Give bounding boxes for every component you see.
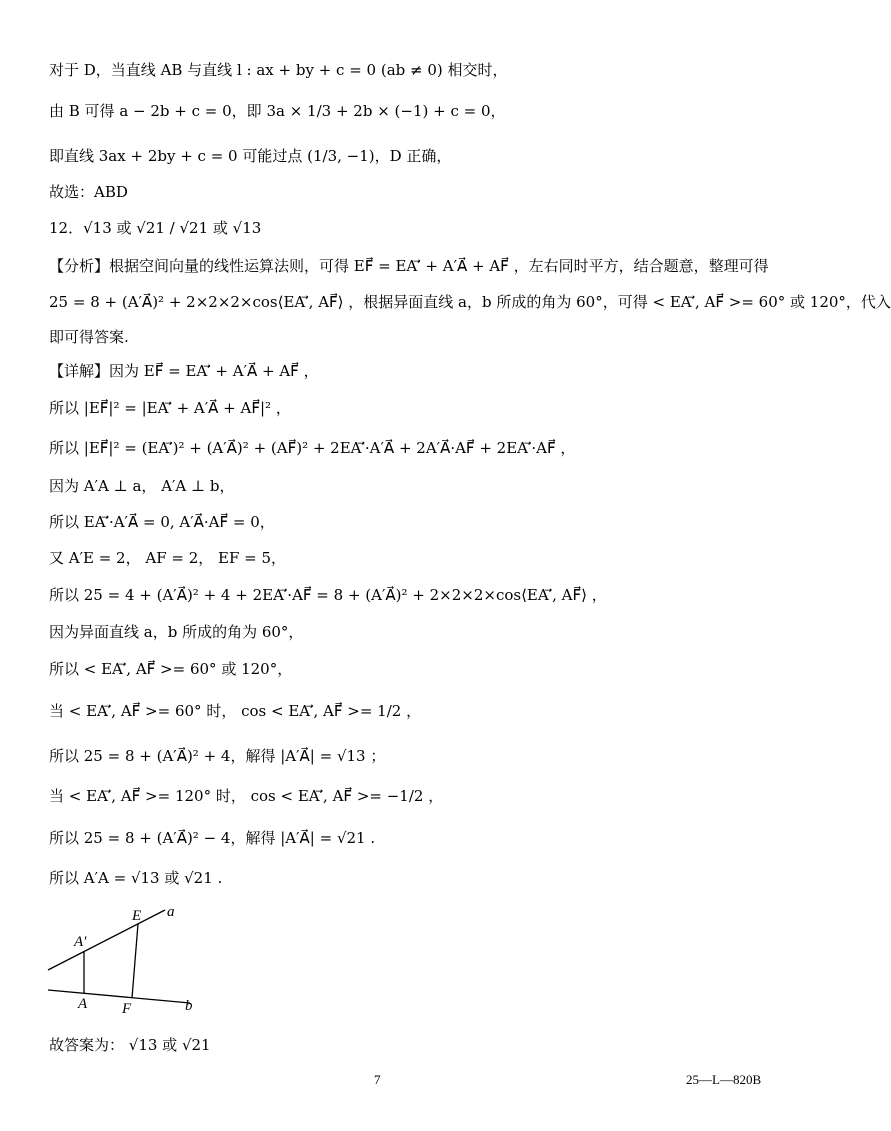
detail-line-10: 当 < EA′⃗, AF⃗ >= 60° 时， cos < EA′⃗, AF⃗ >= 1/2 ， [49,702,422,720]
label-b: b [185,998,193,1014]
label-A-prime: A′ [74,934,87,950]
label-F: F [122,1001,132,1017]
detail-line-11: 所以 25 = 8 + (A′A⃗)² + 4，解得 |A′A⃗| = √13 ； [49,747,386,765]
label-E: E [132,908,142,924]
text-line-2: 由 B 可得 a − 2b + c = 0，即 3a × 1/3 + 2b × (−1) + c = 0， [49,102,506,120]
detail-line-6: 又 A′E = 2， AF = 2， EF = 5， [49,549,287,567]
analysis-line-2: 25 = 8 + (A′A⃗)² + 2×2×2×cos⟨EA′⃗, AF⃗⟩ ，根据异面直线 a，b 所成的角为 60°，可得 < EA′⃗, AF⃗ >= 60° 或 120°，代入 [49,293,891,311]
document-code: 25—L—820B [686,1072,762,1087]
detail-line-5: 所以 EA′⃗·A′A⃗ = 0, A′A⃗·AF⃗ = 0， [49,513,275,531]
line-a [48,910,165,970]
label-A: A [78,996,88,1012]
detail-line-9: 所以 < EA′⃗, AF⃗ >= 60° 或 120°， [49,660,293,678]
skew-lines-figure [40,900,220,1025]
page-number: 7 [374,1072,381,1087]
text-line-3: 即直线 3ax + 2by + c = 0 可能过点 (1/3, −1)，D 正确， [49,147,452,165]
detail-line-13: 所以 25 = 8 + (A′A⃗)² − 4，解得 |A′A⃗| = √21 . [49,829,376,847]
segment-E-F [132,924,138,998]
analysis-line-1: 【分析】根据空间向量的线性运算法则，可得 EF⃗ = EA′⃗ + A′A⃗ + AF⃗ ，左右同时平方，结合题意，整理可得 [49,257,769,275]
detail-line-8: 因为异面直线 a，b 所成的角为 60°， [49,623,304,641]
final-answer-line: 故答案为： √13 或 √21 [49,1036,211,1054]
detail-line-3: 所以 |EF⃗|² = (EA′⃗)² + (A′A⃗)² + (AF⃗)² + 2EA′⃗·A′A⃗ + 2A′A⃗·AF⃗ + 2EA′⃗·AF⃗ ， [49,439,576,457]
text-line-4: 故选：ABD [49,183,128,201]
detail-line-12: 当 < EA′⃗, AF⃗ >= 120° 时， cos < EA′⃗, AF⃗ >= −1/2 ， [49,787,444,805]
label-a: a [167,904,175,920]
detail-line-4: 因为 A′A ⊥ a， A′A ⊥ b， [49,477,235,495]
text-line-1: 对于 D，当直线 AB 与直线 l : ax + by + c = 0 (ab ≠ 0) 相交时， [49,61,508,79]
detail-line-1: 【详解】因为 EF⃗ = EA′⃗ + A′A⃗ + AF⃗ ， [49,362,319,380]
analysis-line-3: 即可得答案. [49,328,129,346]
detail-line-14: 所以 A′A = √13 或 √21 . [49,869,223,887]
question-12-answer: 12．√13 或 √21 / √21 或 √13 [49,219,262,237]
detail-line-2: 所以 |EF⃗|² = |EA′⃗ + A′A⃗ + AF⃗|² ， [49,399,291,417]
line-b [48,990,190,1003]
detail-line-7: 所以 25 = 4 + (A′A⃗)² + 4 + 2EA′⃗·AF⃗ = 8 + (A′A⃗)² + 2×2×2×cos⟨EA′⃗, AF⃗⟩ ， [49,586,607,604]
